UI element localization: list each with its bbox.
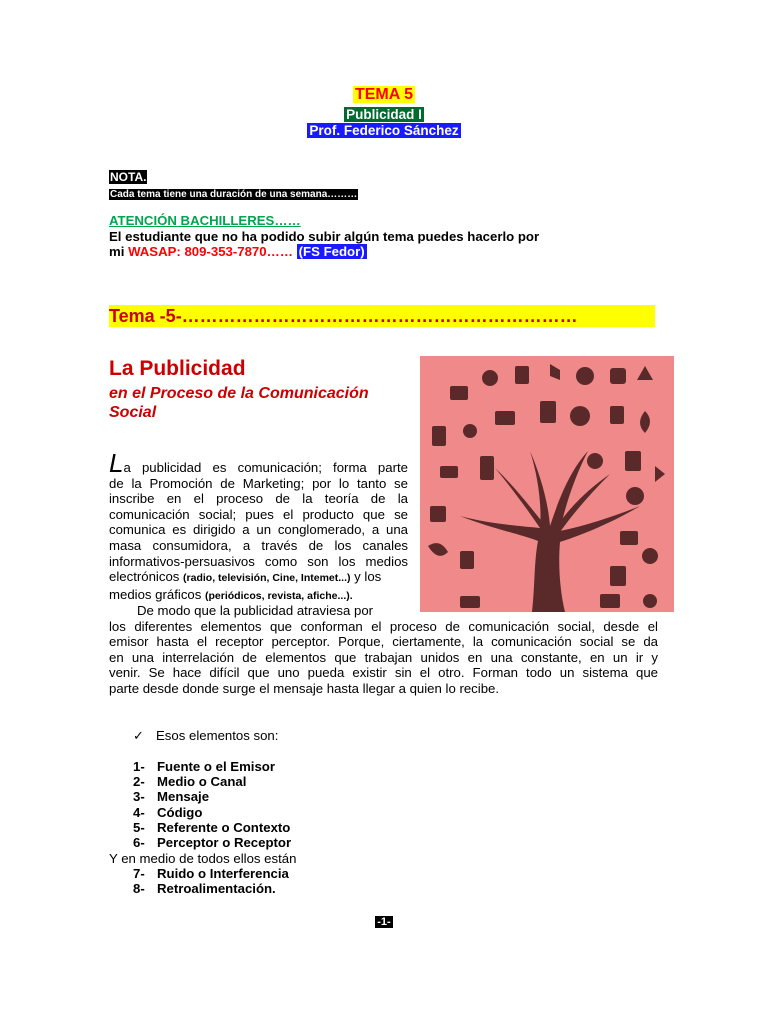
attention-line1: El estudiante que no ha podido subir algún tema puedes hacerlo por	[109, 229, 540, 244]
wasap-number: WASAP: 809-353-7870……	[128, 244, 293, 259]
elements-intro: ✓ Esos elementos son:	[133, 728, 279, 743]
note-label: NOTA.	[110, 170, 147, 184]
header-topic: TEMA 5	[354, 86, 414, 103]
drop-cap: L	[109, 448, 124, 478]
check-icon: ✓	[133, 728, 145, 743]
header-professor: Prof. Federico Sánchez	[309, 123, 459, 138]
article-subtitle: en el Proceso de la Comunicación Social	[109, 385, 369, 421]
paragraph-process: De modo que la publicidad atraviesa por los diferentes elementos que conforman el proceso de comunicación social, desde el emisor hasta el receptor perceptor. Porque, ciertamente, la comunicación social se da en una interrelación de elementos que trabajan unidos en una constante, en un ir y venir. Se hace difícil que uno pueda existir sin el otro. Forman todo un sistema que parte desde donde surge el mensaje hasta llegar a quien lo recibe.	[109, 603, 658, 696]
page-number: -1-	[377, 916, 391, 928]
section-banner: Tema -5-…………………………………………………………	[109, 305, 655, 327]
list-item: 5- Referente o Contexto	[133, 820, 291, 835]
list-item: 4- Código	[133, 805, 203, 820]
social-media-tree-illustration	[420, 356, 674, 612]
paragraph-intro: La publicidad es comunicación; forma parte de la Promoción de Marketing; por lo tanto se inscribe en el proceso de la teoría de la comunicación social; pues el producto que se comunica es dirigido a un conglomerado, a una masa consumidora, a través de los canales informativos-persuasivos como son los medios electrónicos (radio, televisión, Cine, Intemet...) y los medios gráficos (periódicos, revista, afiche...).	[109, 448, 408, 602]
contact-name: (FS Fedor)	[298, 244, 365, 259]
attention-line2: mi WASAP: 809-353-7870…… (FS Fedor)	[109, 244, 365, 259]
elements-between: Y en medio de todos ellos están	[109, 851, 297, 866]
header-course: Publicidad I	[346, 107, 422, 122]
attention-heading: ATENCIÓN BACHILLERES……	[109, 213, 301, 228]
article-title: La Publicidad	[109, 357, 246, 380]
note-text: Cada tema tiene una duración de una semana………	[110, 189, 358, 200]
list-item: 7- Ruido o Interferencia	[133, 866, 289, 881]
list-item: 1- Fuente o el Emisor	[133, 759, 275, 774]
list-item: 6- Perceptor o Receptor	[133, 835, 292, 850]
tree-graphic	[420, 356, 674, 612]
list-item: 3- Mensaje	[133, 789, 210, 804]
list-item: 2- Medio o Canal	[133, 774, 247, 789]
list-item: 8- Retroalimentación.	[133, 881, 276, 896]
